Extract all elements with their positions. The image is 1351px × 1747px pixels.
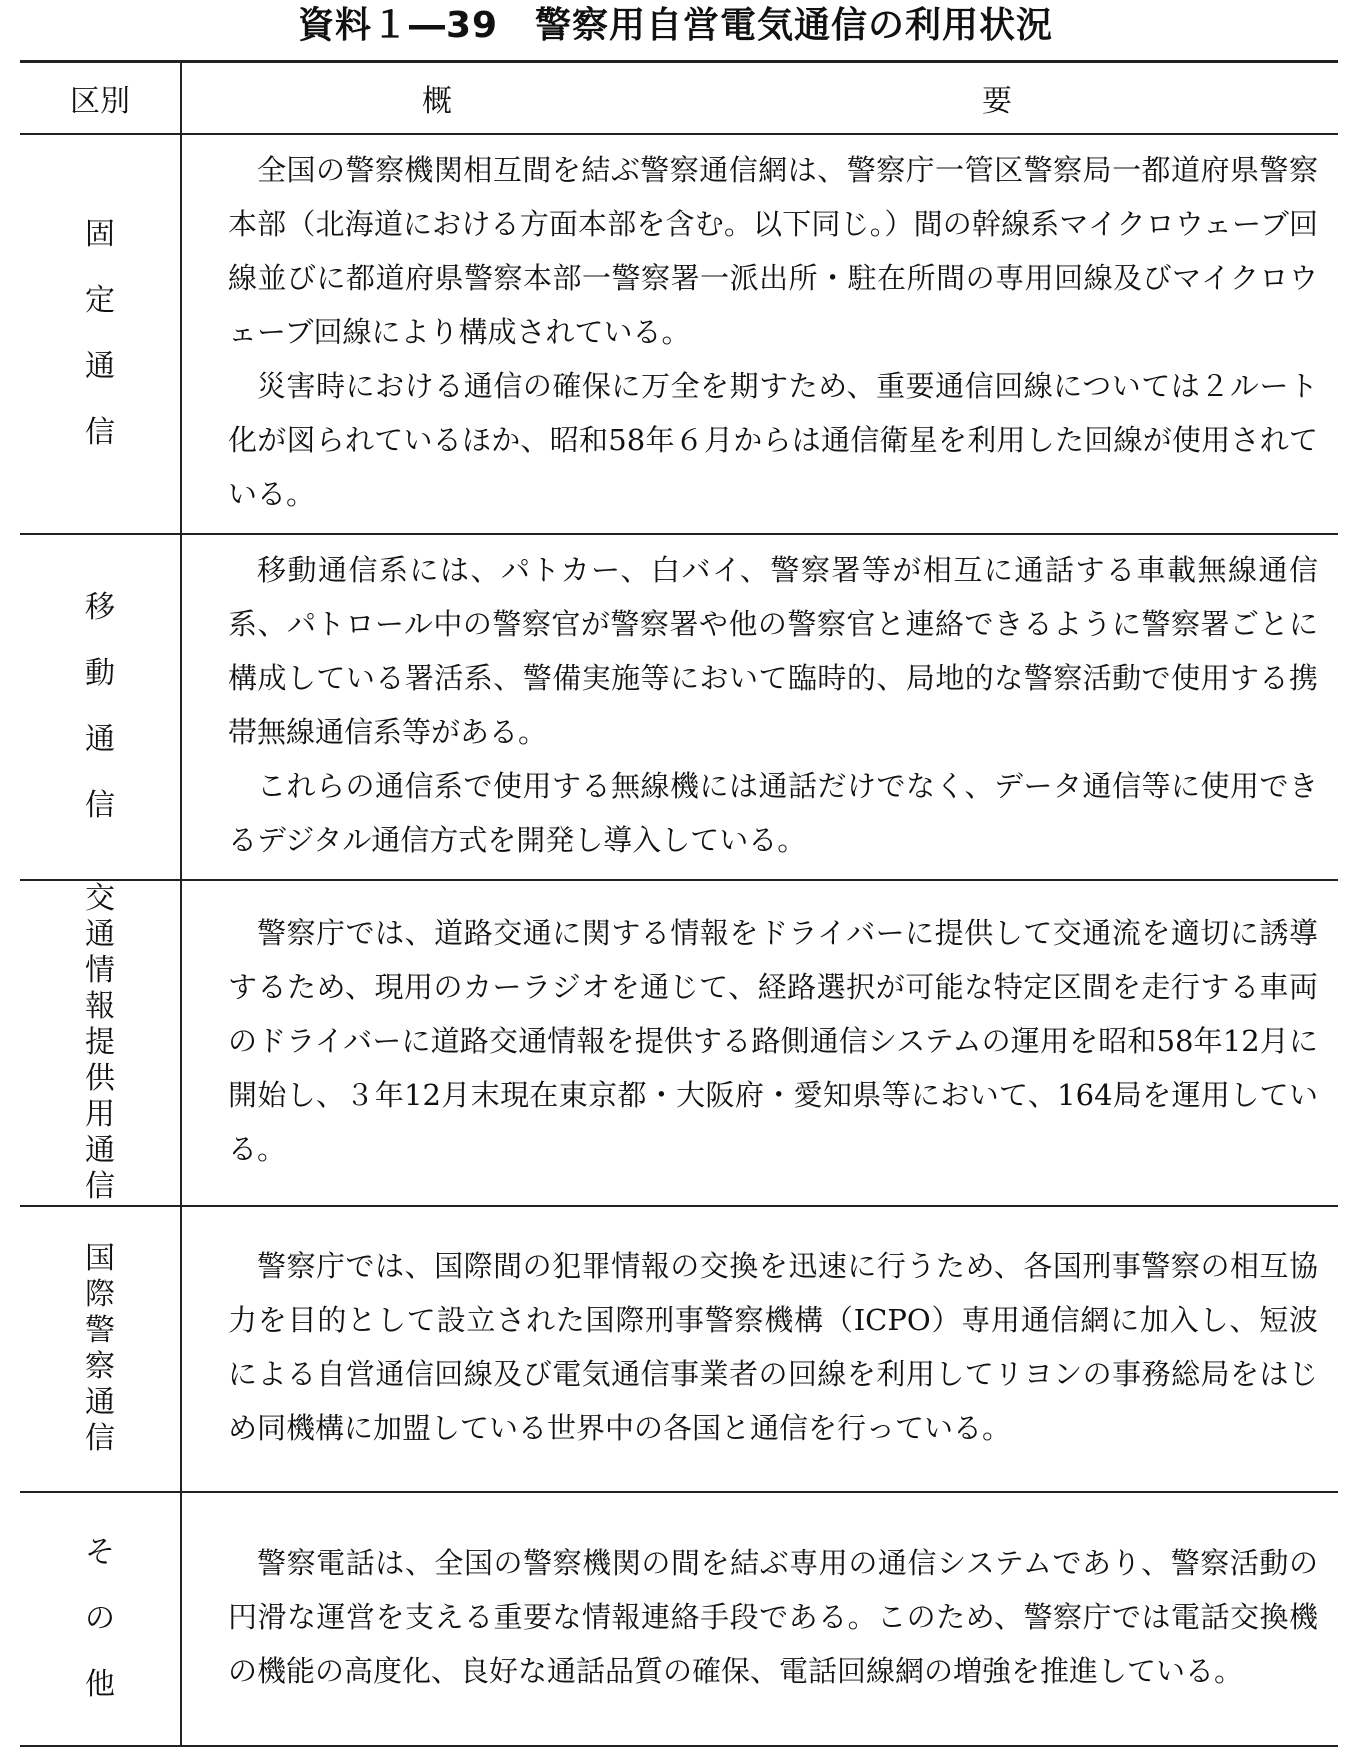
summary-paragraph: 全国の警察機関相互間を結ぶ警察通信網は、警察庁一管区警察局一都道府県警察本部（北海道における方面本部を含む。以下同じ。）間の幹線系マイクロウェーブ回線並びに都道府県警察本部一警察署一派出所・駐在所間の専用回線及びマイクロウェーブ回線により構成されている。 <box>228 153 1318 349</box>
row-label-cell <box>20 1492 181 1746</box>
header-summary <box>181 62 1338 135</box>
table-row <box>20 1492 1338 1746</box>
summary-paragraph: 移動通信系には、パトカー、白バイ、警察署等が相互に通話する車載無線通信系、パトロール中の警察官が警察署や他の警察官と連絡できるように警察署ごとに構成している署活系、警備実施等において臨時的、局地的な警察活動で使用する携帯無線通信系等がある。 <box>228 553 1318 749</box>
header-summary-b: 要 <box>982 84 1012 119</box>
row-label: 移動通信 <box>85 590 115 823</box>
table-row <box>20 534 1338 880</box>
row-label-cell <box>20 1206 181 1492</box>
summary-paragraph: 災害時における通信の確保に万全を期すため、重要通信回線については２ルート化が図られているほか、昭和58年６月からは通信衛星を利用した回線が使用されている。 <box>228 369 1318 511</box>
summary-paragraph: 警察電話は、全国の警察機関の間を結ぶ専用の通信システムであり、警察活動の円滑な運営を支える重要な情報連絡手段である。このため、警察庁では電話交換機の機能の高度化、良好な通話品質の確保、電話回線網の増強を推進している。 <box>228 1546 1318 1688</box>
header-category: 区別 <box>20 62 181 135</box>
row-label: その他 <box>85 1535 115 1702</box>
table-row <box>20 134 1338 534</box>
page-title: 資料１―39 警察用自営電気通信の利用状況 <box>297 5 1054 46</box>
row-label: 固定通信 <box>85 217 115 450</box>
usage-table <box>20 60 1338 1747</box>
table-row <box>20 880 1338 1206</box>
table-row <box>20 1206 1338 1492</box>
row-summary-cell <box>181 880 1338 1206</box>
row-summary-cell <box>181 534 1338 880</box>
row-summary-cell <box>181 1492 1338 1746</box>
summary-paragraph: 警察庁では、国際間の犯罪情報の交換を迅速に行うため、各国刑事警察の相互協力を目的として設立された国際刑事警察機構（ICPO）専用通信網に加入し、短波による自営通信回線及び電気通信事業者の回線を利用してリヨンの事務総局をはじめ同機構に加盟している世界中の各国と通信を行っている。 <box>228 1249 1318 1445</box>
row-label: 国際警察通信 <box>85 1241 115 1456</box>
row-label: 交通情報提供用通信 <box>85 881 115 1204</box>
header-summary-a: 概 <box>422 84 452 119</box>
row-label-cell <box>20 134 181 534</box>
row-summary-cell <box>181 134 1338 534</box>
table-header-row <box>20 62 1338 135</box>
row-summary-cell <box>181 1206 1338 1492</box>
row-label-cell <box>20 534 181 880</box>
summary-paragraph: これらの通信系で使用する無線機には通話だけでなく、データ通信等に使用できるデジタル通信方式を開発し導入している。 <box>228 769 1318 857</box>
summary-paragraph: 警察庁では、道路交通に関する情報をドライバーに提供して交通流を適切に誘導するため、現用のカーラジオを通じて、経路選択が可能な特定区間を走行する車両のドライバーに道路交通情報を提供する路側通信システムの運用を昭和58年12月に開始し、３年12月末現在東京都・大阪府・愛知県等において、164局を運用している。 <box>228 916 1318 1166</box>
row-label-cell <box>20 880 181 1206</box>
